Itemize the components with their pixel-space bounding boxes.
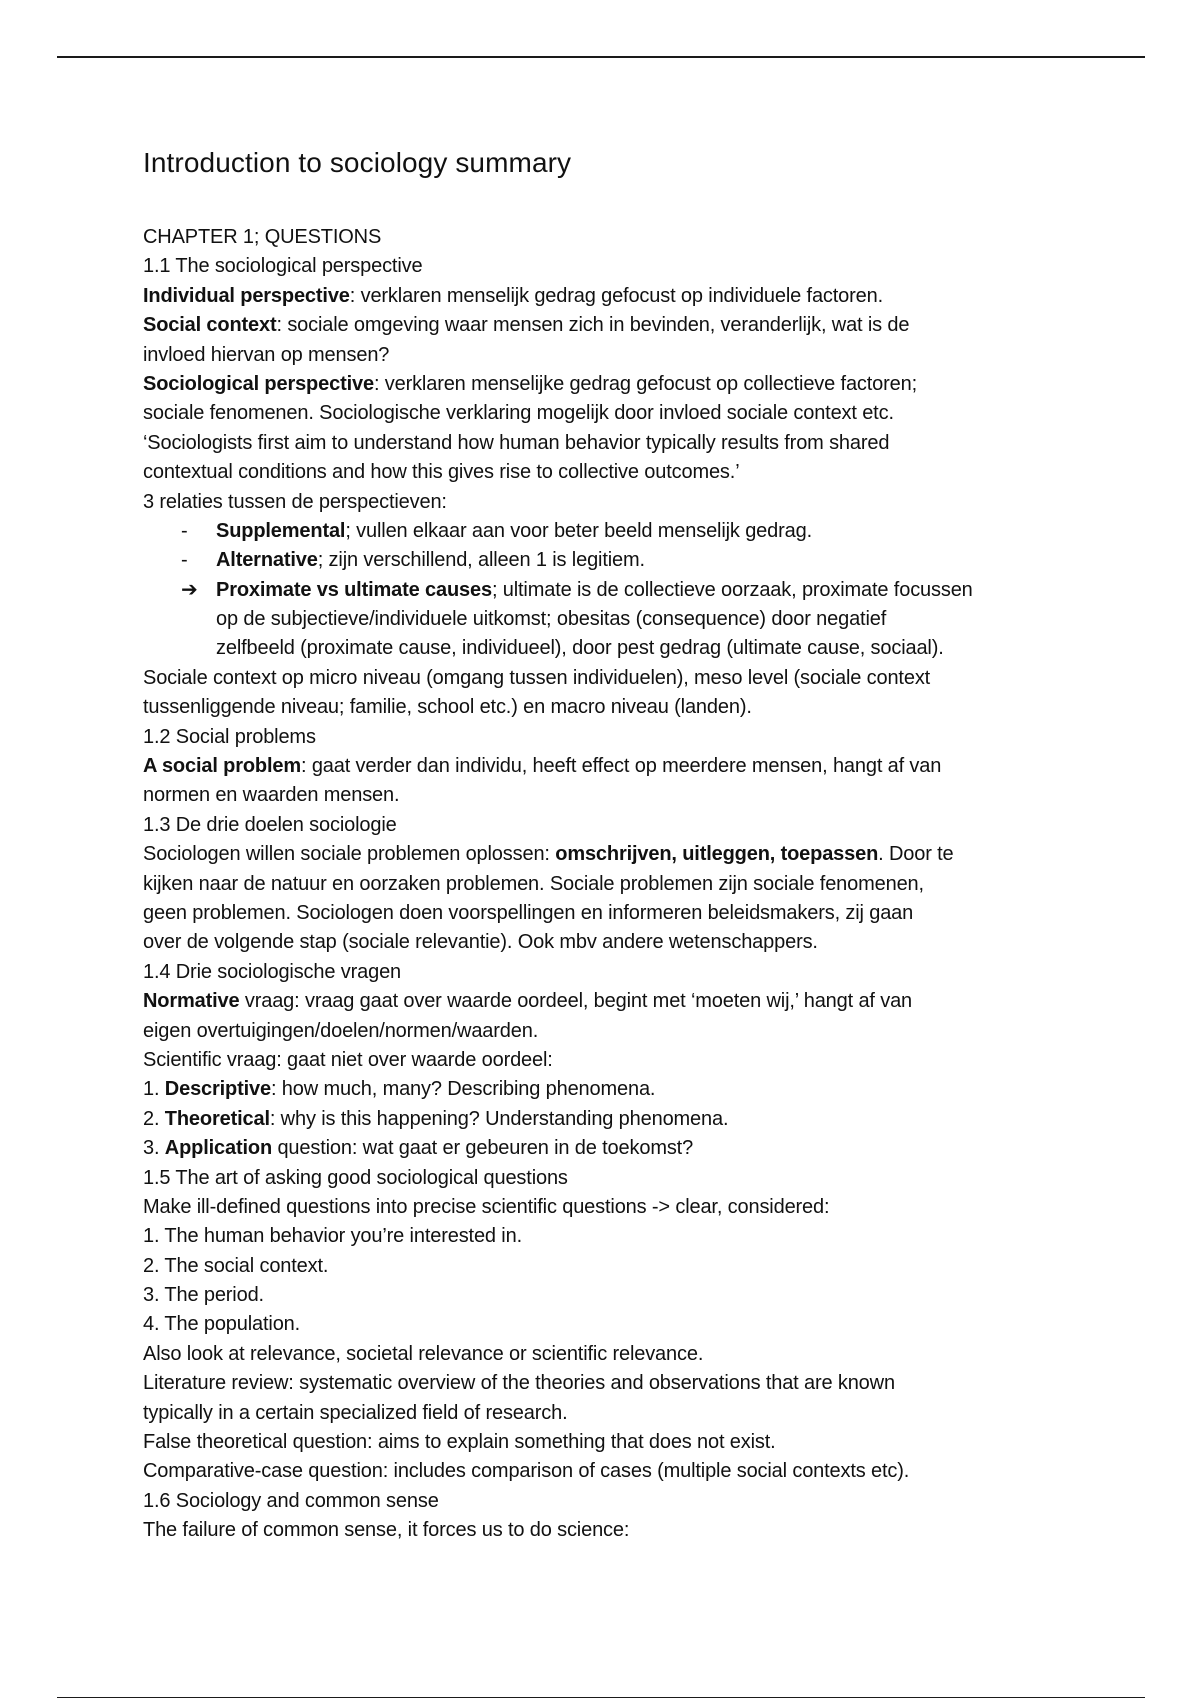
definition-text: : sociale omgeving waar mensen zich in bevinden, veranderlijk, wat is de bbox=[276, 314, 910, 337]
list-item-continuation: op de subjectieve/individuele uitkomst; obesitas (consequence) door negatief bbox=[216, 608, 887, 631]
definition-text: : gaat verder dan individu, heeft effect op meerdere mensen, hangt af van bbox=[301, 755, 942, 778]
definition-normative bbox=[143, 987, 1073, 1016]
header-rule bbox=[57, 56, 1145, 58]
paragraph-line: normen en waarden mensen. bbox=[143, 784, 400, 807]
paragraph-line: geen problemen. Sociologen doen voorspellingen en informeren beleidsmakers, zij gaan bbox=[143, 901, 914, 924]
list-item-continuation: zelfbeeld (proximate cause, individueel), door pest gedrag (ultimate cause, sociaal). bbox=[216, 637, 944, 660]
item-number: 3. bbox=[143, 1137, 165, 1160]
section-heading-1-6: 1.6 Sociology and common sense bbox=[143, 1489, 439, 1512]
paragraph-line: typically in a certain specialized field of research. bbox=[143, 1401, 568, 1424]
paragraph-line: The failure of common sense, it forces us to do science: bbox=[143, 1519, 630, 1542]
item-text: ; ultimate is de collectieve oorzaak, proximate focussen bbox=[491, 578, 973, 601]
term: Social context bbox=[143, 314, 277, 337]
term: Descriptive bbox=[164, 1078, 271, 1101]
item-text: ; vullen elkaar aan voor beter beeld menselijk gedrag. bbox=[345, 519, 812, 542]
section-heading-1-5: 1.5 The art of asking good sociological questions bbox=[143, 1166, 568, 1189]
item-text: : why is this happening? Understanding phenomena. bbox=[269, 1107, 729, 1130]
dash-bullet: - bbox=[181, 519, 188, 542]
emphasis: omschrijven, uitleggen, toepassen bbox=[555, 843, 879, 866]
quote-line: ‘Sociologists first aim to understand how human behavior typically results from shared bbox=[143, 431, 890, 454]
paragraph-line: Sociale context op micro niveau (omgang tussen individuelen), meso level (sociale context bbox=[143, 666, 931, 689]
term: Individual perspective bbox=[143, 284, 350, 307]
list-item-proximate-ultimate bbox=[143, 576, 1073, 605]
definition-text: : verklaren menselijk gedrag gefocust op individuele factoren. bbox=[349, 284, 884, 307]
relations-intro: 3 relaties tussen de perspectieven: bbox=[143, 490, 447, 513]
paragraph-line: sociale fenomenen. Sociologische verklaring mogelijk door invloed sociale context etc. bbox=[143, 402, 894, 425]
definition-sociological-perspective bbox=[143, 370, 1073, 399]
definition-social-problem bbox=[143, 752, 1073, 781]
numbered-item: 1. The human behavior you’re interested in. bbox=[143, 1225, 522, 1248]
term: Theoretical bbox=[164, 1107, 270, 1130]
numbered-item bbox=[143, 1105, 1073, 1134]
item-text: ; zijn verschillend, alleen 1 is legitiem. bbox=[317, 549, 645, 572]
arrow-bullet-icon: ➔ bbox=[181, 578, 198, 601]
definition-individual-perspective bbox=[143, 282, 1073, 311]
document-body bbox=[143, 223, 1073, 1546]
dash-bullet: - bbox=[181, 549, 188, 572]
paragraph-line: eigen overtuigingen/doelen/normen/waarden. bbox=[143, 1019, 539, 1042]
paragraph-line: tussenliggende niveau; familie, school etc.) en macro niveau (landen). bbox=[143, 696, 752, 719]
term: A social problem bbox=[143, 755, 302, 778]
term: Normative bbox=[143, 990, 240, 1013]
list-item-alternative bbox=[143, 546, 1073, 575]
section-heading-1-4: 1.4 Drie sociologische vragen bbox=[143, 960, 402, 983]
term: Application bbox=[164, 1137, 273, 1160]
paragraph-line: Make ill-defined questions into precise scientific questions -> clear, considered: bbox=[143, 1195, 830, 1218]
numbered-item: 4. The population. bbox=[143, 1313, 301, 1336]
term: Proximate vs ultimate causes bbox=[216, 578, 492, 601]
list-item-supplemental bbox=[143, 517, 1073, 546]
paragraph-line: Comparative-case question: includes comparison of cases (multiple social contexts etc). bbox=[143, 1460, 910, 1483]
text: Sociologen willen sociale problemen oplossen: bbox=[143, 843, 556, 866]
paragraph-line: Also look at relevance, societal relevance or scientific relevance. bbox=[143, 1342, 704, 1365]
term: Alternative bbox=[216, 549, 318, 572]
definition-text: vraag: vraag gaat over waarde oordeel, begint met ‘moeten wij,’ hangt af van bbox=[239, 990, 913, 1013]
numbered-item: 3. The period. bbox=[143, 1284, 264, 1307]
item-text: question: wat gaat er gebeuren in de toekomst? bbox=[272, 1137, 694, 1160]
paragraph-line bbox=[143, 840, 1073, 869]
numbered-item bbox=[143, 1075, 1073, 1104]
paragraph-line: Literature review: systematic overview of the theories and observations that are known bbox=[143, 1372, 895, 1395]
chapter-heading: CHAPTER 1; QUESTIONS bbox=[143, 226, 382, 248]
item-number: 2. bbox=[143, 1107, 165, 1130]
paragraph-line: False theoretical question: aims to explain something that does not exist. bbox=[143, 1431, 776, 1454]
footer-rule bbox=[57, 1697, 1145, 1698]
paragraph-line: Scientific vraag: gaat niet over waarde oordeel: bbox=[143, 1048, 553, 1071]
numbered-item bbox=[143, 1134, 1073, 1163]
term: Sociological perspective bbox=[143, 372, 374, 395]
quote-line: contextual conditions and how this gives rise to collective outcomes.’ bbox=[143, 461, 740, 484]
numbered-item: 2. The social context. bbox=[143, 1254, 329, 1277]
section-heading-1-2: 1.2 Social problems bbox=[143, 725, 316, 748]
text: . Door te bbox=[878, 843, 954, 866]
paragraph-line: invloed hiervan op mensen? bbox=[143, 343, 390, 366]
document-title: Introduction to sociology summary bbox=[143, 147, 572, 178]
term: Supplemental bbox=[216, 519, 346, 542]
paragraph-line: kijken naar de natuur en oorzaken problemen. Sociale problemen zijn sociale fenomenen, bbox=[143, 872, 924, 895]
section-heading-1-1: 1.1 The sociological perspective bbox=[143, 255, 423, 278]
item-text: : how much, many? Describing phenomena. bbox=[270, 1078, 656, 1101]
item-number: 1. bbox=[143, 1078, 165, 1101]
definition-text: : verklaren menselijke gedrag gefocust op collectieve factoren; bbox=[373, 372, 918, 395]
section-heading-1-3: 1.3 De drie doelen sociologie bbox=[143, 813, 397, 836]
definition-social-context bbox=[143, 311, 1073, 340]
paragraph-line: over de volgende stap (sociale relevantie). Ook mbv andere wetenschappers. bbox=[143, 931, 818, 954]
